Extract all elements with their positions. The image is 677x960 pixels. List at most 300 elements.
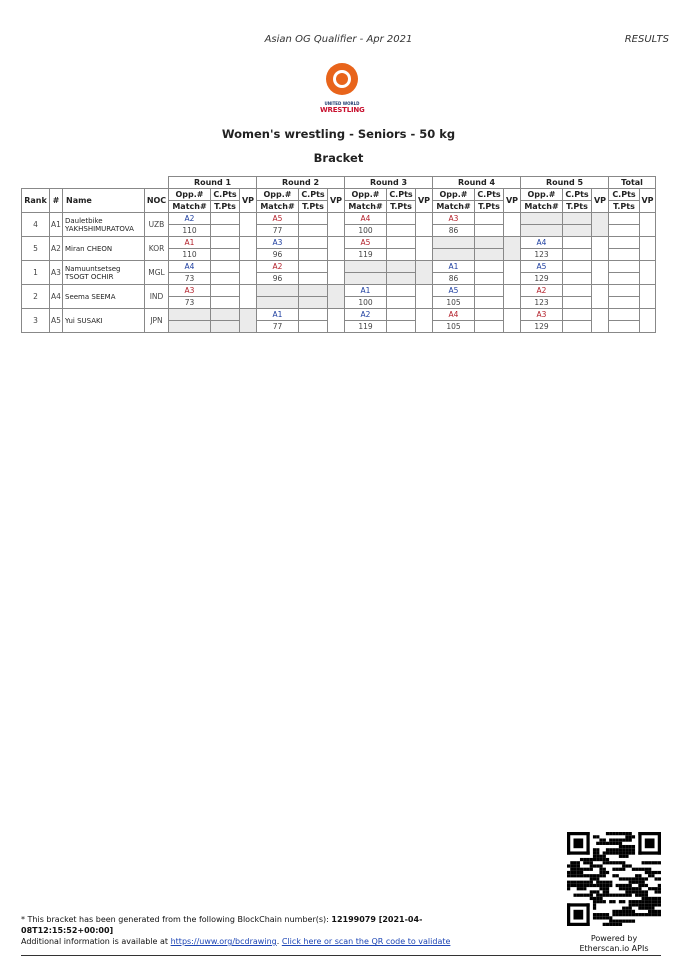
total-tpts-cell	[609, 321, 640, 333]
vp-cell	[240, 309, 257, 333]
cpts-cell	[475, 309, 504, 321]
qr-module	[570, 884, 573, 887]
qr-module	[580, 884, 583, 887]
qr-module	[629, 851, 632, 854]
qr-module	[625, 884, 628, 887]
qr-module	[616, 848, 619, 851]
tpts-cell	[211, 297, 240, 309]
logo-line2: WRESTLING	[320, 106, 365, 114]
qr-module	[596, 881, 599, 884]
rank-cell: 4	[22, 213, 50, 237]
total-cpts-cell	[609, 237, 640, 249]
vp-cell	[240, 237, 257, 261]
qr-module	[622, 864, 625, 867]
match-header: Match#	[433, 201, 475, 213]
opp-cell: A1	[169, 237, 211, 249]
qr-module	[619, 838, 622, 841]
qr-module	[648, 874, 651, 877]
cpts-header: C.Pts	[211, 189, 240, 201]
qr-module	[599, 842, 602, 845]
qr-module	[655, 897, 658, 900]
vp-cell	[592, 309, 609, 333]
powered-line1: Powered by	[590, 934, 638, 943]
qr-finder	[573, 838, 583, 848]
qr-module	[629, 832, 632, 835]
qr-finder	[567, 851, 590, 854]
qr-module	[635, 877, 638, 880]
qr-module	[629, 913, 632, 916]
page-title: Women's wrestling - Seniors - 50 kg	[221, 127, 456, 141]
qr-module	[632, 900, 635, 903]
opp-cell: A2	[521, 285, 563, 297]
opp-header: Opp.#	[433, 189, 475, 201]
qr-module	[590, 864, 593, 867]
num-cell: A5	[50, 309, 63, 333]
qr-module	[658, 871, 661, 874]
qr-module	[622, 900, 625, 903]
qr-module	[606, 916, 609, 919]
qr-module	[648, 897, 651, 900]
qr-module	[567, 864, 570, 867]
qr-module	[658, 877, 661, 880]
total-tpts-cell	[609, 225, 640, 237]
qr-module	[619, 894, 622, 897]
qr-module	[583, 894, 586, 897]
qr-module	[606, 842, 609, 845]
qr-module	[619, 913, 622, 916]
qr-module	[632, 845, 635, 848]
qr-module	[635, 894, 638, 897]
qr-module	[593, 916, 596, 919]
qr-module	[622, 861, 625, 864]
qr-module	[593, 900, 596, 903]
qr-finder	[567, 903, 570, 926]
num-cell: A4	[50, 285, 63, 309]
qr-module	[599, 884, 602, 887]
qr-module	[586, 894, 589, 897]
opp-cell: A4	[433, 309, 475, 321]
opp-cell	[169, 309, 211, 321]
vp-cell	[592, 261, 609, 285]
qr-module	[577, 864, 580, 867]
qr-module	[642, 913, 645, 916]
tpts-cell	[475, 297, 504, 309]
qr-module	[590, 877, 593, 880]
qr-module	[645, 894, 648, 897]
match-cell: 119	[345, 321, 387, 333]
table-row	[22, 261, 656, 273]
qr-module	[651, 907, 654, 910]
qr-module	[635, 868, 638, 871]
qr-module	[651, 897, 654, 900]
qr-module	[638, 894, 641, 897]
qr-module	[625, 855, 628, 858]
qr-module	[596, 897, 599, 900]
qr-module	[596, 855, 599, 858]
round-header: Round 5	[521, 177, 609, 189]
qr-finder	[567, 903, 590, 906]
qr-module	[580, 894, 583, 897]
qr-finder	[586, 832, 589, 855]
match-cell	[521, 225, 563, 237]
qr-module	[599, 900, 602, 903]
qr-module	[651, 903, 654, 906]
qr-module	[625, 835, 628, 838]
qr-module	[612, 851, 615, 854]
qr-module	[648, 868, 651, 871]
qr-module	[609, 842, 612, 845]
tpts-header: T.Pts	[299, 201, 328, 213]
opp-cell: A4	[521, 237, 563, 249]
tpts-cell	[475, 249, 504, 261]
qr-module	[635, 887, 638, 890]
vp-cell	[240, 213, 257, 237]
qr-module	[609, 884, 612, 887]
table-row	[22, 285, 656, 297]
bracket-table	[21, 176, 656, 333]
qr-module	[616, 920, 619, 923]
qr-module	[596, 884, 599, 887]
qr-module	[622, 910, 625, 913]
match-cell: 86	[433, 273, 475, 285]
vp-header: VP	[328, 189, 345, 213]
qr-module	[573, 894, 576, 897]
qr-module	[603, 851, 606, 854]
qr-module	[583, 858, 586, 861]
qr-module	[622, 907, 625, 910]
cpts-header: C.Pts	[563, 189, 592, 201]
opp-cell: A5	[521, 261, 563, 273]
qr-module	[603, 913, 606, 916]
qr-module	[629, 835, 632, 838]
name-cell	[63, 237, 145, 261]
qr-module	[642, 877, 645, 880]
qr-module	[606, 832, 609, 835]
qr-module	[645, 861, 648, 864]
match-cell: 110	[169, 249, 211, 261]
qr-module	[638, 874, 641, 877]
opp-cell	[345, 261, 387, 273]
qr-module	[609, 900, 612, 903]
wrestler-icon	[326, 63, 358, 95]
opp-cell: A5	[257, 213, 299, 225]
vp-cell	[328, 285, 345, 309]
validate-link[interactable]: Click here or scan the QR code to validate	[281, 937, 451, 946]
vp-cell	[592, 237, 609, 261]
qr-module	[567, 887, 570, 890]
qr-module	[609, 923, 612, 926]
rank-header: Rank	[22, 189, 50, 213]
qr-module	[593, 855, 596, 858]
qr-module	[619, 923, 622, 926]
qr-module	[580, 881, 583, 884]
vp-cell	[240, 285, 257, 309]
vp-cell	[328, 309, 345, 333]
qr-module	[599, 858, 602, 861]
vp-cell	[416, 261, 433, 285]
qr-finder	[573, 910, 583, 920]
qr-module	[590, 881, 593, 884]
qr-module	[629, 903, 632, 906]
vp-cell	[416, 237, 433, 261]
qr-module	[570, 864, 573, 867]
qr-module	[642, 894, 645, 897]
qr-module	[635, 913, 638, 916]
qr-module	[642, 903, 645, 906]
vp-cell	[504, 237, 521, 261]
qr-module	[629, 920, 632, 923]
qr-finder	[638, 832, 661, 835]
qr-module	[606, 923, 609, 926]
vp-header: VP	[416, 189, 433, 213]
qr-module	[616, 832, 619, 835]
match-cell: 123	[521, 297, 563, 309]
qr-module	[658, 884, 661, 887]
cpts-cell	[211, 309, 240, 321]
qr-module	[635, 890, 638, 893]
qr-module	[606, 871, 609, 874]
round-header: Round 3	[345, 177, 433, 189]
qr-module	[645, 907, 648, 910]
qr-module	[586, 884, 589, 887]
qr-module	[573, 864, 576, 867]
qr-module	[619, 851, 622, 854]
qr-module	[593, 913, 596, 916]
qr-module	[625, 913, 628, 916]
cpts-cell	[211, 285, 240, 297]
qr-module	[606, 848, 609, 851]
qr-module	[632, 913, 635, 916]
qr-module	[619, 868, 622, 871]
opp-cell: A2	[257, 261, 299, 273]
cpts-cell	[211, 237, 240, 249]
qr-module	[625, 887, 628, 890]
qr-module	[593, 858, 596, 861]
qr-module	[612, 920, 615, 923]
qr-module	[593, 864, 596, 867]
qr-finder	[638, 851, 661, 854]
table-row	[22, 213, 656, 225]
qr-module	[570, 881, 573, 884]
qr-module	[603, 871, 606, 874]
qr-module	[580, 871, 583, 874]
qr-module	[625, 907, 628, 910]
qr-module	[577, 868, 580, 871]
qr-code[interactable]	[567, 832, 661, 926]
qr-module	[625, 864, 628, 867]
tpts-cell	[211, 225, 240, 237]
qr-module	[619, 848, 622, 851]
qr-module	[580, 868, 583, 871]
qr-module	[629, 881, 632, 884]
qr-module	[655, 913, 658, 916]
powered-by	[556, 934, 672, 954]
match-cell: 119	[345, 249, 387, 261]
qr-module	[570, 861, 573, 864]
qr-module	[622, 851, 625, 854]
qr-finder	[567, 923, 590, 926]
cpts-cell	[563, 237, 592, 249]
qr-module	[567, 884, 570, 887]
qr-module	[609, 848, 612, 851]
qr-module	[596, 894, 599, 897]
qr-module	[642, 907, 645, 910]
tpts-cell	[299, 249, 328, 261]
name-cell	[63, 285, 145, 309]
tpts-header: T.Pts	[475, 201, 504, 213]
qr-module	[648, 910, 651, 913]
blockchain-number: 12199079 [2021-04-08T12:15:52+00:00]	[21, 915, 423, 935]
tpts-header: T.Pts	[211, 201, 240, 213]
qr-module	[629, 894, 632, 897]
qr-module	[622, 920, 625, 923]
qr-module	[629, 838, 632, 841]
qr-module	[629, 877, 632, 880]
qr-module	[596, 858, 599, 861]
vp-cell	[504, 285, 521, 309]
qr-module	[642, 897, 645, 900]
qr-module	[593, 835, 596, 838]
qr-module	[622, 913, 625, 916]
qr-module	[599, 855, 602, 858]
qr-module	[638, 884, 641, 887]
tpts-cell	[387, 273, 416, 285]
qr-module	[603, 894, 606, 897]
qr-module	[599, 881, 602, 884]
match-cell: 129	[521, 321, 563, 333]
total-vp-cell	[640, 213, 656, 237]
total-tpts-cell	[609, 297, 640, 309]
qr-finder	[567, 832, 570, 855]
bottom-rule	[21, 955, 661, 956]
qr-finder	[638, 832, 641, 855]
bcdrawing-link[interactable]: https://uww.org/bcdrawing	[170, 937, 277, 946]
cpts-cell	[475, 285, 504, 297]
opp-cell: A4	[169, 261, 211, 273]
qr-module	[603, 916, 606, 919]
tpts-cell	[387, 249, 416, 261]
total-cpts-header: C.Pts	[609, 189, 640, 201]
qr-module	[573, 861, 576, 864]
vp-cell	[592, 213, 609, 237]
noc-cell: IND	[145, 285, 169, 309]
qr-module	[629, 907, 632, 910]
qr-module	[629, 848, 632, 851]
opp-cell	[433, 237, 475, 249]
qr-module	[612, 923, 615, 926]
qr-module	[616, 894, 619, 897]
page-subtitle: Bracket	[313, 151, 364, 165]
qr-module	[612, 832, 615, 835]
name-cell	[63, 309, 145, 333]
match-cell: 110	[169, 225, 211, 237]
qr-module	[596, 890, 599, 893]
qr-module	[612, 874, 615, 877]
rank-cell: 2	[22, 285, 50, 309]
qr-module	[622, 868, 625, 871]
vp-cell	[328, 213, 345, 237]
qr-module	[651, 913, 654, 916]
qr-module	[590, 897, 593, 900]
qr-module	[638, 900, 641, 903]
qr-module	[625, 920, 628, 923]
qr-module	[577, 894, 580, 897]
opp-cell: A5	[345, 237, 387, 249]
qr-module	[622, 855, 625, 858]
qr-module	[616, 842, 619, 845]
total-vp-header: VP	[640, 189, 656, 213]
qr-module	[622, 845, 625, 848]
match-header: Match#	[345, 201, 387, 213]
cpts-cell	[563, 309, 592, 321]
qr-module	[606, 887, 609, 890]
qr-module	[612, 861, 615, 864]
qr-finder	[658, 832, 661, 855]
rank-cell: 5	[22, 237, 50, 261]
qr-module	[596, 916, 599, 919]
qr-module	[658, 861, 661, 864]
total-vp-cell	[640, 237, 656, 261]
qr-module	[593, 874, 596, 877]
qr-finder	[645, 838, 655, 848]
cpts-header: C.Pts	[299, 189, 328, 201]
qr-module	[632, 877, 635, 880]
tpts-cell	[299, 297, 328, 309]
qr-module	[609, 894, 612, 897]
qr-module	[638, 877, 641, 880]
total-vp-cell	[640, 261, 656, 285]
tpts-cell	[475, 321, 504, 333]
qr-module	[632, 903, 635, 906]
match-cell	[345, 273, 387, 285]
qr-module	[645, 913, 648, 916]
qr-module	[658, 897, 661, 900]
qr-module	[606, 884, 609, 887]
qr-module	[638, 907, 641, 910]
qr-module	[625, 894, 628, 897]
noc-cell: KOR	[145, 237, 169, 261]
name-line: TSOGT OCHIR	[65, 272, 114, 281]
qr-module	[658, 903, 661, 906]
qr-module	[593, 903, 596, 906]
qr-module	[606, 858, 609, 861]
opp-header: Opp.#	[257, 189, 299, 201]
cpts-header: C.Pts	[387, 189, 416, 201]
qr-module	[593, 877, 596, 880]
opp-cell: A4	[345, 213, 387, 225]
qr-module	[606, 861, 609, 864]
qr-module	[622, 887, 625, 890]
qr-module	[616, 884, 619, 887]
qr-module	[638, 881, 641, 884]
qr-module	[655, 900, 658, 903]
match-cell: 100	[345, 297, 387, 309]
tpts-cell	[563, 249, 592, 261]
qr-module	[606, 881, 609, 884]
cpts-cell	[563, 285, 592, 297]
rank-cell: 1	[22, 261, 50, 285]
match-cell	[257, 297, 299, 309]
qr-module	[599, 864, 602, 867]
tpts-header: T.Pts	[387, 201, 416, 213]
qr-module	[622, 838, 625, 841]
qr-module	[632, 851, 635, 854]
qr-module	[619, 877, 622, 880]
opp-cell: A3	[169, 285, 211, 297]
qr-module	[635, 900, 638, 903]
qr-module	[590, 890, 593, 893]
cpts-cell	[211, 213, 240, 225]
